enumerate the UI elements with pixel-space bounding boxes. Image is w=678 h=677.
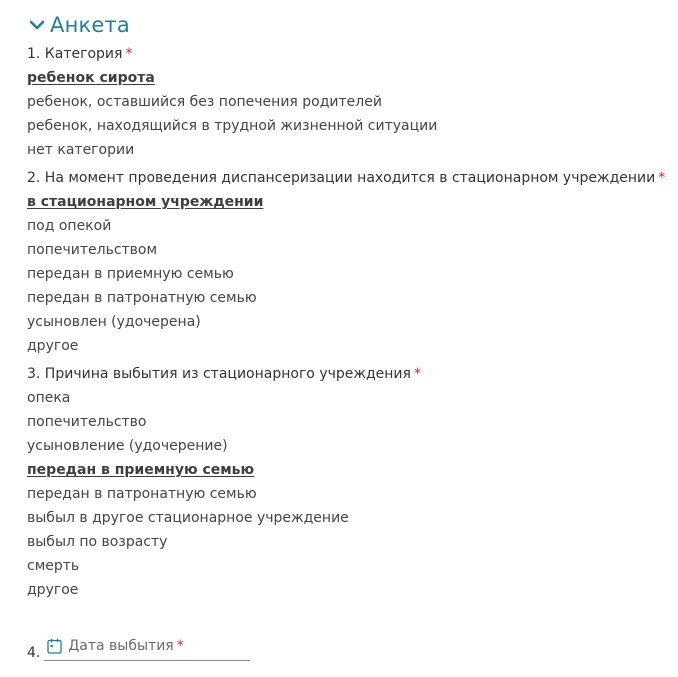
required-mark: * (658, 170, 666, 186)
question-title-text: 2. На момент проведения диспансеризации находится в стационарном учреждении (27, 170, 656, 186)
option[interactable]: попечительство (27, 414, 147, 430)
option[interactable]: передан в приемную семью (27, 266, 234, 282)
option-selected[interactable]: ребенок сирота (27, 70, 155, 86)
question-departure-date (27, 631, 250, 661)
required-mark: * (413, 366, 421, 382)
option[interactable]: ребенок, оставшийся без попечения родителей (27, 94, 382, 110)
option[interactable]: смерть (27, 558, 80, 574)
option-selected[interactable]: в стационарном учреждении (27, 194, 264, 210)
question-number: 4. (27, 645, 41, 661)
option[interactable]: другое (27, 582, 79, 598)
question-title (27, 42, 670, 66)
option[interactable]: выбыл в другое стационарное учреждение (27, 510, 349, 526)
question-title (27, 362, 670, 386)
option[interactable]: попечительством (27, 242, 158, 258)
option-selected[interactable]: передан в приемную семью (27, 462, 255, 478)
required-mark: * (176, 638, 184, 654)
option[interactable]: нет категории (27, 142, 135, 158)
option[interactable]: ребенок, находящийся в трудной жизненной ситуации (27, 118, 438, 134)
question-category (27, 42, 670, 162)
option[interactable]: усыновлен (удочерена) (27, 314, 201, 330)
section-title: Анкета (50, 13, 131, 37)
question-title-text: 1. Категория (27, 46, 123, 62)
option[interactable]: под опекой (27, 218, 112, 234)
chevron-down-icon[interactable] (28, 8, 46, 42)
option[interactable]: передан в патронатную семью (27, 290, 257, 306)
departure-date-field[interactable] (44, 632, 250, 661)
question-title (27, 166, 670, 190)
question-title-text: 3. Причина выбытия из стационарного учреждения (27, 366, 411, 382)
question-departure-reason (27, 362, 670, 602)
date-placeholder (68, 638, 183, 654)
question-location (27, 166, 670, 358)
calendar-icon[interactable] (47, 637, 63, 655)
option[interactable]: передан в патронатную семью (27, 486, 257, 502)
required-mark: * (125, 46, 133, 62)
date-placeholder-text: Дата выбытия (68, 638, 174, 654)
option[interactable]: усыновление (удочерение) (27, 438, 228, 454)
questionnaire-form (27, 8, 670, 606)
option[interactable]: другое (27, 338, 79, 354)
option[interactable]: опека (27, 390, 71, 406)
section-header-toggle[interactable] (27, 8, 670, 42)
option[interactable]: выбыл по возрасту (27, 534, 168, 550)
